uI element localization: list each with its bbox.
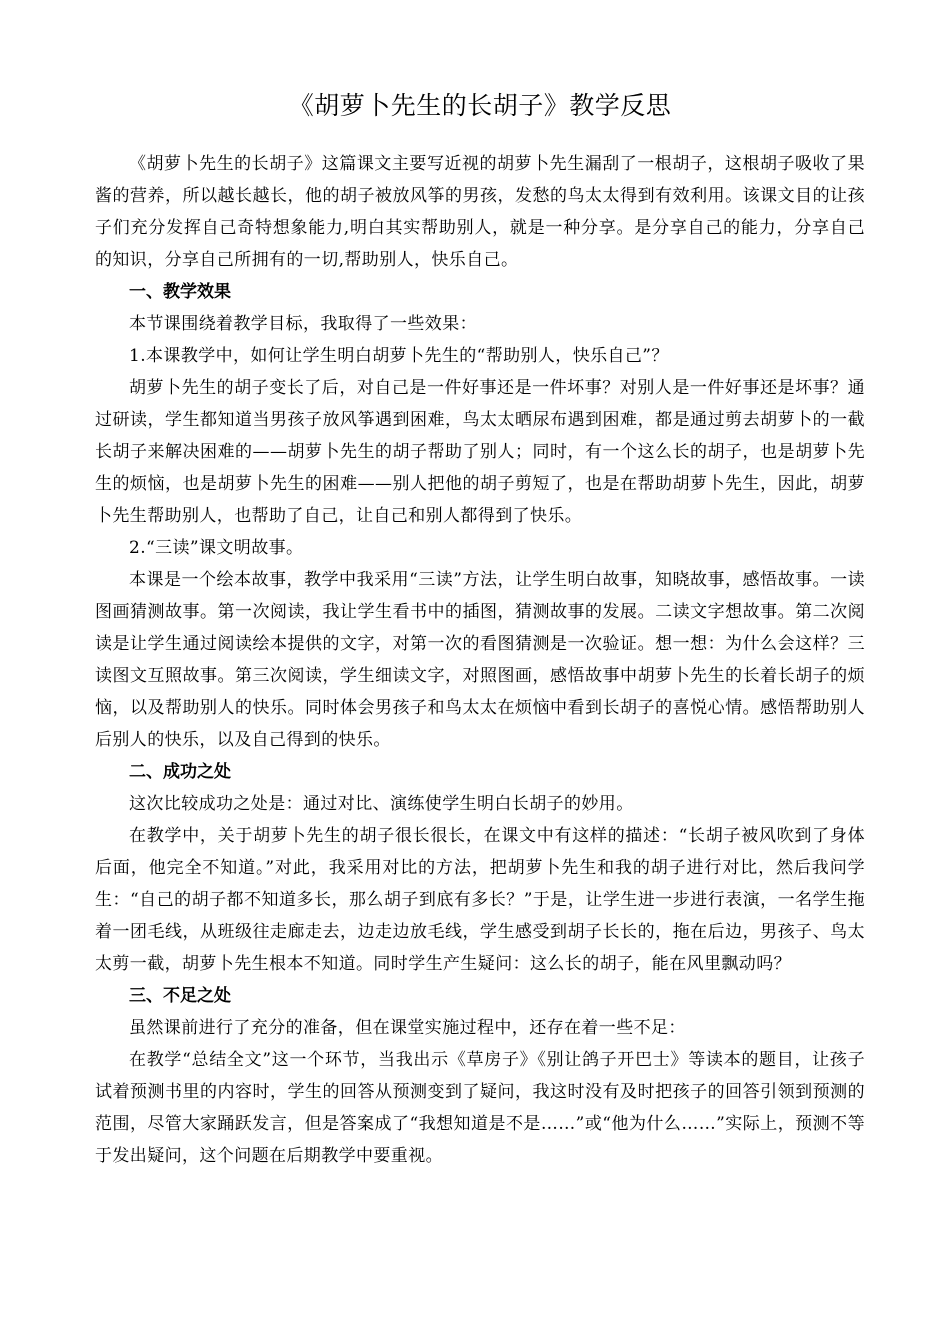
paragraph: 1.本课教学中，如何让学生明白胡萝卜先生的“帮助别人，快乐自己”？ [129,346,669,366]
document-page [95,86,865,1172]
section-heading-teaching-effect: 一、教学效果 [129,282,231,302]
paragraph: 胡萝卜先生的胡子变长了后，对自己是一件好事还是一件坏事？对别人是一件好事还是坏事？通过研读，学生都知道当男孩子放风筝遇到困难，鸟太太晒尿布遇到困难，都是通过剪去胡萝卜的一截长胡子来解决困难的——胡萝卜先生的胡子帮助了别人；同时，有一个这么长的胡子，也是胡萝卜先生的烦恼，也是胡萝卜先生的困难——别人把他的胡子剪短了，也是在帮助胡萝卜先生，因此，胡萝卜先生帮助别人，也帮助了自己，让自己和别人都得到了快乐。 [95,378,865,526]
section-heading-success: 二、成功之处 [129,762,231,782]
paragraph: 在教学“总结全文”这一个环节，当我出示《草房子》《别让鸽子开巴士》等读本的题目，让孩子试着预测书里的内容时，学生的回答从预测变到了疑问，我这时没有及时把孩子的回答引领到预测的范围，尽管大家踊跃发言，但是答案成了“我想知道是不是……”或“他为什么……”实际上，预测不等于发出疑问，这个问题在后期教学中要重视。 [95,1050,865,1166]
document-title: 《胡萝卜先生的长胡子》教学反思 [288,91,672,120]
paragraph: 2.“三读”课文明故事。 [129,538,304,558]
section-heading-shortcomings: 三、不足之处 [129,986,231,1006]
paragraph: 虽然课前进行了充分的准备，但在课堂实施过程中，还存在着一些不足： [129,1018,686,1038]
paragraph: 本节课围绕着教学目标，我取得了一些效果： [129,314,477,334]
paragraph: 这次比较成功之处是：通过对比、演练使学生明白长胡子的妙用。 [129,794,634,814]
paragraph: 本课是一个绘本故事，教学中我采用“三读”方法，让学生明白故事，知晓故事，感悟故事。一读图画猜测故事。第一次阅读，我让学生看书中的插图，猜测故事的发展。二读文字想故事。第二次阅读是让学生通过阅读绘本提供的文字，对第一次的看图猜测是一次验证。想一想：为什么会这样？三读图文互照故事。第三次阅读，学生细读文字，对照图画，感悟故事中胡萝卜先生的长着长胡子的烦恼，以及帮助别人的快乐。同时体会男孩子和鸟太太在烦恼中看到长胡子的喜悦心情。感悟帮助别人后别人的快乐，以及自己得到的快乐。 [95,570,865,750]
paragraph: 在教学中，关于胡萝卜先生的胡子很长很长，在课文中有这样的描述：“长胡子被风吹到了身体后面，他完全不知道。”对此，我采用对比的方法，把胡萝卜先生和我的胡子进行对比，然后我问学生：“自己的胡子都不知道多长，那么胡子到底有多长？”于是，让学生进一步进行表演，一名学生拖着一团毛线，从班级往走廊走去，边走边放毛线，学生感受到胡子长长的，拖在后边，男孩子、鸟太太剪一截，胡萝卜先生根本不知道。同时学生产生疑问：这么长的胡子，能在风里飘动吗？ [95,826,865,974]
intro-paragraph: 《胡萝卜先生的长胡子》这篇课文主要写近视的胡萝卜先生漏刮了一根胡子，这根胡子吸收了果酱的营养，所以越长越长，他的胡子被放风筝的男孩，发愁的鸟太太得到有效利用。该课文目的让孩子们充分发挥自己奇特想象能力,明白其实帮助别人，就是一种分享。是分享自己的能力，分享自己的知识，分享自己所拥有的一切,帮助别人，快乐自己。 [95,154,865,270]
